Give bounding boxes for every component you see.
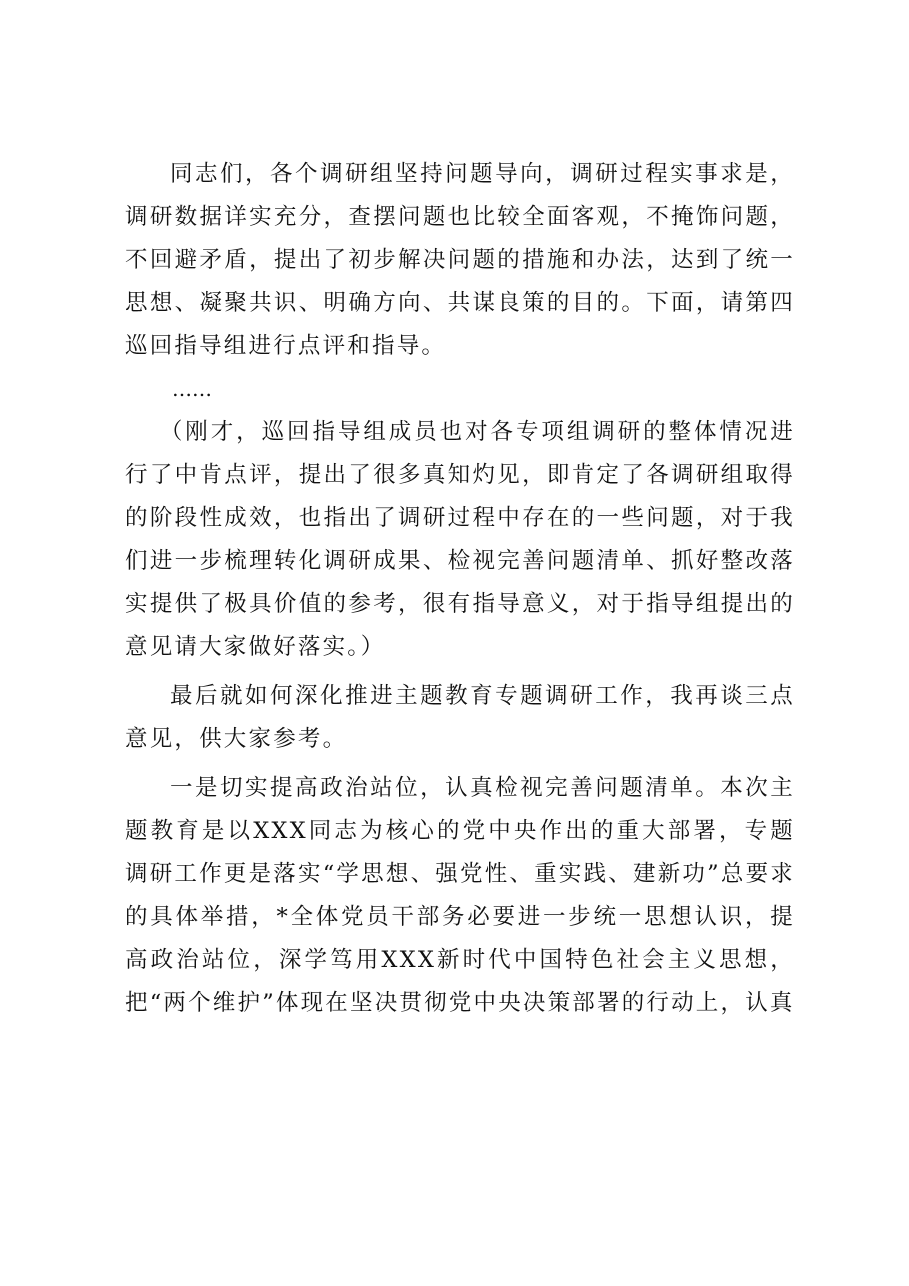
- paragraph-closing-intro: 最后就如何深化推进主题教育专题调研工作，我再谈三点意见，供大家参考。: [125, 683, 795, 752]
- paragraph-summary: 同志们，各个调研组坚持问题导向，调研过程实事求是，调研数据详实充分，查摆问题也比较全面客观，不掩饰问题，不回避矛盾，提出了初步解决问题的措施和办法，达到了统一思想、凝聚共识、明确方向、共谋良策的目的。下面，请第四巡回指导组进行点评和指导。: [125, 161, 795, 359]
- paragraph-review-note: （刚才，巡回指导组成员也对各专项组调研的整体情况进行了中肯点评，提出了很多真知灼见，即肯定了各调研组取得的阶段性成效，也指出了调研过程中存在的一些问题，对于我们进一步梳理转化调研成果、检视完善问题清单、抓好整改落实提供了极具价值的参考，很有指导意义，对于指导组提出的意见请大家做好落实。）: [125, 419, 795, 660]
- ellipsis-line: ……: [172, 377, 212, 401]
- paragraph-point-one: 一是切实提高政治站位，认真检视完善问题清单。本次主题教育是以XXX同志为核心的党中央作出的重大部署，专题调研工作更是落实“学思想、强党性、重实践、建新功”总要求的具体举措，*全体党员干部务必要进一步统一思想认识，提高政治站位，深学笃用XXX新时代中国特色社会主义思想，把“两个维护”体现在坚决贯彻党中央决策部署的行动上，认真: [125, 775, 795, 1016]
- document-body: [125, 153, 795, 1025]
